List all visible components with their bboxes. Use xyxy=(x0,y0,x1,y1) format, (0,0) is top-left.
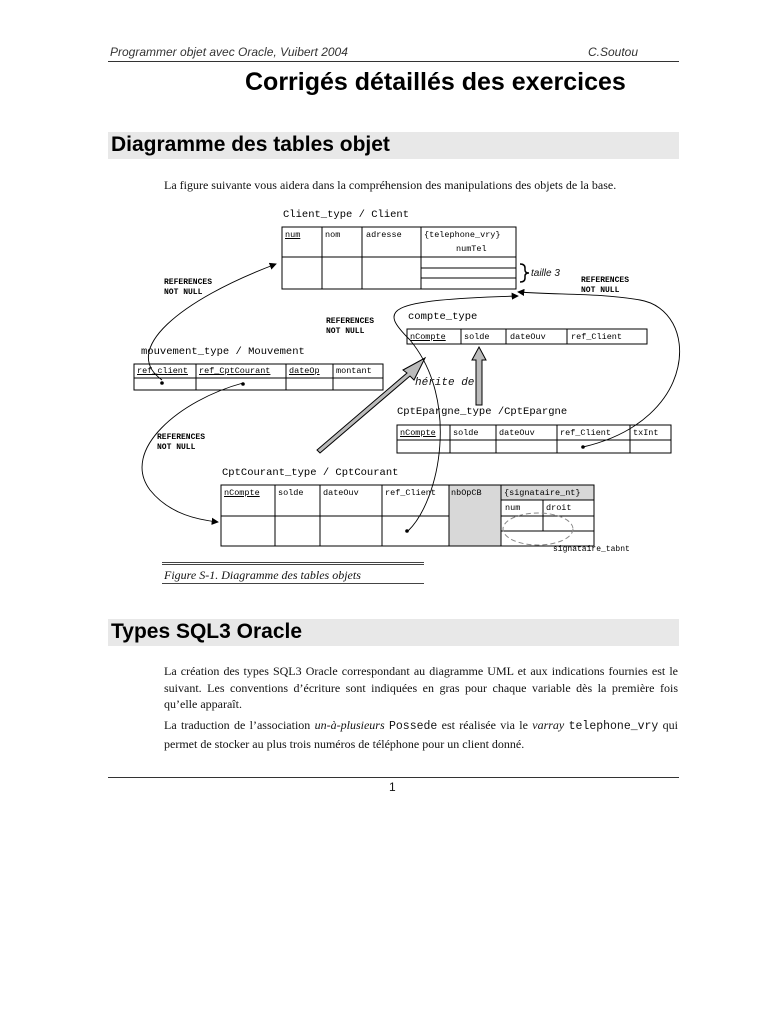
courant-col-refclient: ref_Client xyxy=(385,488,437,498)
references-note-right-l1: REFERENCES xyxy=(581,276,630,285)
mouvement-col-refcptcourant: ref_CptCourant xyxy=(199,366,271,376)
courant-col-ncompte: nCompte xyxy=(224,488,260,498)
caption-rule-bottom xyxy=(162,583,424,584)
mouvement-col-montant: montant xyxy=(336,366,372,376)
epargne-col-ncompte: nCompte xyxy=(400,428,436,438)
p2-text-1: La traduction de l’association xyxy=(164,718,315,732)
references-note-lower-l2: NOT NULL xyxy=(157,443,196,452)
epargne-col-refclient: ref_Client xyxy=(560,428,612,438)
figure-caption: Figure S-1. Diagramme des tables objets xyxy=(164,568,361,582)
references-note-lower-l1: REFERENCES xyxy=(157,433,206,442)
courant-type-title: CptCourant_type / CptCourant xyxy=(222,467,399,479)
section-heading-text: Diagramme des tables objet xyxy=(111,133,390,156)
caption-rule-top-2 xyxy=(162,564,424,565)
compte-type-title: compte_type xyxy=(408,311,478,323)
references-note-center-l1: REFERENCES xyxy=(326,317,375,326)
caption-rule-top xyxy=(162,562,424,563)
paragraph-varray xyxy=(164,717,678,752)
page-title: Corrigés détaillés des exercices xyxy=(245,68,626,96)
mouvement-col-refclient: ref_client xyxy=(137,366,189,376)
compte-col-solde: solde xyxy=(464,332,490,342)
epargne-type-title: CptEpargne_type /CptEpargne xyxy=(397,406,568,418)
references-note-left-l2: NOT NULL xyxy=(164,288,203,297)
client-col-telephone: {telephone_vry} xyxy=(424,230,501,240)
courant-subcol-num: num xyxy=(505,503,521,513)
client-col-adresse: adresse xyxy=(366,230,402,240)
p2-text-2: est réalisée via le xyxy=(437,718,533,732)
courant-col-signataire: {signataire_nt} xyxy=(504,488,581,498)
references-note-right xyxy=(581,276,629,296)
brace-size-label: taille 3 xyxy=(531,268,560,279)
compte-col-refclient: ref_Client xyxy=(571,332,623,342)
mouvement-col-dateop: dateOp xyxy=(289,366,320,376)
courant-col-solde: solde xyxy=(278,488,304,498)
running-header-left: Programmer objet avec Oracle, Vuibert 2004 xyxy=(110,45,348,59)
section-heading-text-2: Types SQL3 Oracle xyxy=(111,620,303,643)
courant-subcol-droit: droit xyxy=(546,503,572,513)
section-heading-types xyxy=(108,619,679,646)
intro-paragraph: La figure suivante vous aidera dans la compréhension des manipulations des objets de la base. xyxy=(164,178,617,192)
nested-table-label: signataire_tabnt xyxy=(553,545,630,554)
epargne-col-solde: solde xyxy=(453,428,479,438)
p2-code-1: Possede xyxy=(388,720,438,733)
courant-col-dateouv: dateOuv xyxy=(323,488,359,498)
client-col-num: num xyxy=(285,230,301,240)
footer-rule xyxy=(108,777,679,778)
references-note-left xyxy=(164,278,212,298)
courant-col-nbopcb: nbOpCB xyxy=(451,488,482,498)
compte-col-dateouv: dateOuv xyxy=(510,332,546,342)
p2-code-2: telephone_vry xyxy=(568,720,659,733)
p2-emphasis-1: un-à-plusieurs xyxy=(314,718,385,732)
compte-col-ncompte: nCompte xyxy=(410,332,446,342)
epargne-col-txint: txInt xyxy=(633,428,659,438)
mouvement-type-title: mouvement_type / Mouvement xyxy=(141,346,305,358)
p2-text-3: qui permet de stocker au plus trois numéros de téléphone pour un client donné. xyxy=(164,718,679,751)
client-col-nom: nom xyxy=(325,230,341,240)
client-type-title: Client_type / Client xyxy=(283,209,410,221)
inherit-label: hérite de xyxy=(415,377,475,389)
epargne-col-dateouv: dateOuv xyxy=(499,428,535,438)
references-note-right-l2: NOT NULL xyxy=(581,286,620,295)
references-note-left-l1: REFERENCES xyxy=(164,278,213,287)
running-header-right: C.Soutou xyxy=(588,45,639,59)
references-note-center xyxy=(326,317,374,337)
paragraph-types-intro: La création des types SQL3 Oracle correspondant au diagramme UML et aux indications fournies est le suivant. Les conventions d’écriture sont indiquées en gras pour chaque variable dès la première fois qu’elle apparaît. xyxy=(164,664,678,711)
references-note-center-l2: NOT NULL xyxy=(326,327,365,336)
p2-emphasis-2: varray xyxy=(532,718,565,732)
references-note-lower xyxy=(157,433,205,453)
client-col-numtel: numTel xyxy=(456,244,487,254)
page-number: 1 xyxy=(389,780,396,794)
